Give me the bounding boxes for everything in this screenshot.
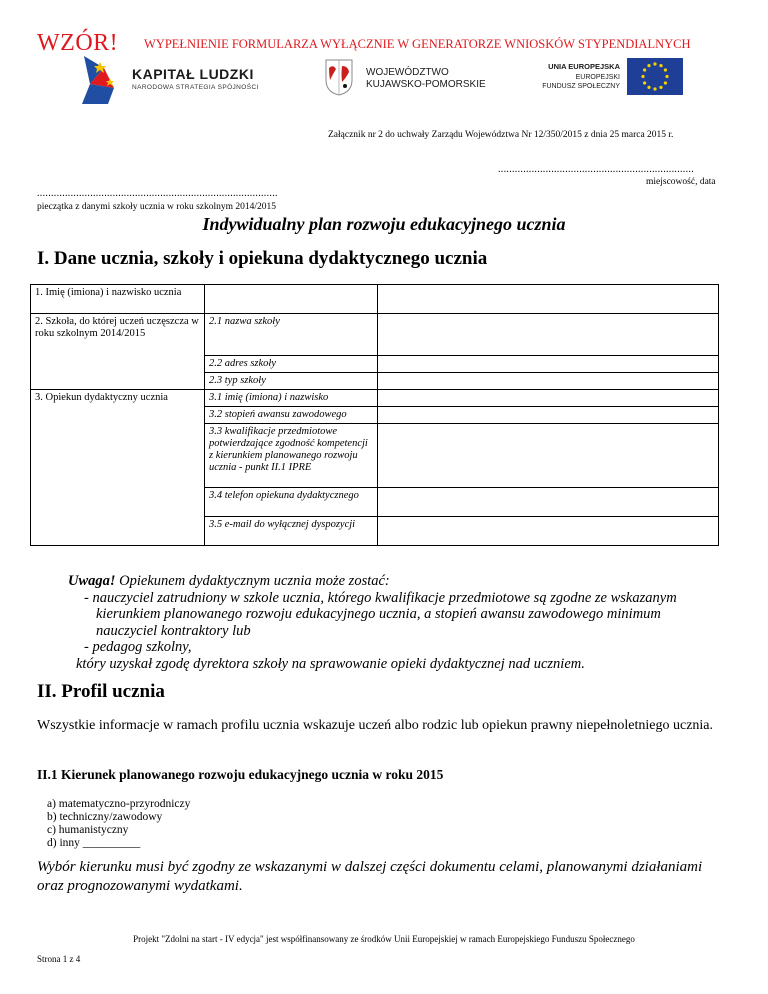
school-name-label: 2.1 nazwa szkoły <box>205 314 378 356</box>
tutor-email-label: 3.5 e-mail do wyłącznej dyspozycji <box>205 517 378 546</box>
kl-title: KAPITAŁ LUDZKI <box>132 66 254 82</box>
list-item[interactable]: a) matematyczno-przyrodniczy <box>47 798 191 810</box>
school-stamp-dots: ...................................................................................... <box>37 188 278 199</box>
region-line2: KUJAWSKO-POMORSKIE <box>366 79 486 90</box>
section2-heading: II. Profil ucznia <box>37 681 165 702</box>
note-line3: kierunkiem planowanego rozwoju edukacyjnego ucznia, a stopień awansu zawodowego minimum <box>96 606 661 622</box>
note-line2: - nauczyciel zatrudniony w szkole ucznia, którego kwalifikacje przedmiotowe są zgodne ze wskazanym <box>84 589 677 606</box>
eu-line3: FUNDUSZ SPOŁECZNY <box>542 83 620 90</box>
school-address-value[interactable] <box>378 356 719 373</box>
tutor-degree-label: 3.2 stopień awansu zawodowego <box>205 407 378 424</box>
tutor-email-value[interactable] <box>378 517 719 546</box>
tutor-degree-value[interactable] <box>378 407 719 424</box>
section1-heading: I. Dane ucznia, szkoły i opiekuna dydaktycznego ucznia <box>37 248 488 269</box>
eu-flag-icon <box>627 58 683 95</box>
section2-intro: Wszystkie informacje w ramach profilu ucznia wskazuje uczeń albo rodzic lub opiekun prawny niepełnoletniego ucznia. <box>37 718 714 733</box>
page-title: Indywidualny plan rozwoju edukacyjnego ucznia <box>202 214 566 234</box>
student-name-cell[interactable] <box>205 285 378 314</box>
choice-note: Wybór kierunku musi być zgodny ze wskazanymi w dalszej części dokumentu celami, planowanymi działaniami oraz prognozowanymi wydatkami. <box>37 859 703 894</box>
place-date-dots: ...................................................................... <box>498 164 694 175</box>
school-type-label: 2.3 typ szkoły <box>205 373 378 390</box>
note-line6: który uzyskał zgodę dyrektora szkoły na sprawowanie opieki dydaktycznej nad uczniem. <box>76 655 585 672</box>
student-data-table <box>30 284 719 546</box>
student-name-label: 1. Imię (imiona) i nazwisko ucznia <box>31 285 205 314</box>
place-date-label: miejscowość, data <box>646 177 716 187</box>
region-line1: WOJEWÓDZTWO <box>366 67 449 78</box>
wzor-stamp: WZÓR! <box>37 30 119 56</box>
note-bold: Uwaga! <box>68 573 116 589</box>
kapital-ludzki-logo-icon <box>80 54 122 106</box>
logo-strip <box>80 52 712 110</box>
kl-subtitle: NARODOWA STRATEGIA SPÓJNOŚCI <box>132 84 259 91</box>
tutor-phone-label: 3.4 telefon opiekuna dydaktycznego <box>205 488 378 517</box>
project-footer: Projekt "Zdolni na start - IV edycja" jest współfinansowany ze środków Unii Europejskiej w ramach Europejskiego Funduszu Społecznego <box>133 934 635 944</box>
tutor-phone-value[interactable] <box>378 488 719 517</box>
school-stamp-label: pieczątka z danymi szkoły ucznia w roku szkolnym 2014/2015 <box>37 202 277 212</box>
tutor-label: 3. Opiekun dydaktyczny ucznia <box>31 390 205 546</box>
student-name-value[interactable] <box>378 285 719 314</box>
tutor-qualifications-value[interactable] <box>378 424 719 488</box>
section2-sub-heading: II.1 Kierunek planowanego rozwoju edukacyjnego ucznia w roku 2015 <box>37 767 444 782</box>
tutor-note <box>68 573 677 672</box>
list-item[interactable]: b) techniczny/zawodowy <box>47 811 163 823</box>
note-line4: nauczyciel kontraktory lub <box>96 622 251 639</box>
tutor-name-label: 3.1 imię (imiona) i nazwisko <box>205 390 378 407</box>
eu-line1: UNIA EUROPEJSKA <box>548 62 620 71</box>
tutor-qualifications-label: 3.3 kwalifikacje przedmiotowe potwierdzające zgodność kompetencji z kierunkiem planowanego rozwoju ucznia - punkt II.1 IPRE <box>205 424 378 488</box>
eu-line2: EUROPEJSKI <box>575 74 620 81</box>
school-label: 2. Szkoła, do której uczeń uczęszcza w roku szkolnym 2014/2015 <box>31 314 205 390</box>
list-item[interactable]: c) humanistyczny <box>47 824 129 836</box>
direction-options <box>47 798 190 850</box>
page-number: Strona 1 z 4 <box>37 954 81 964</box>
tutor-name-value[interactable] <box>378 390 719 407</box>
school-type-value[interactable] <box>378 373 719 390</box>
list-item[interactable]: d) inny __________ <box>47 837 141 849</box>
attachment-note: Załącznik nr 2 do uchwały Zarządu Województwa Nr 12/350/2015 z dnia 25 marca 2015 r. <box>328 130 674 140</box>
school-name-value[interactable] <box>378 314 719 356</box>
note-line5: - pedagog szkolny, <box>84 639 192 655</box>
generator-warning: WYPEŁNIENIE FORMULARZA WYŁĄCZNIE W GENERATORZE WNIOSKÓW STYPENDIALNYCH <box>144 37 691 51</box>
note-line1: Opiekunem dydaktycznym ucznia może zostać: <box>115 573 390 589</box>
school-address-label: 2.2 adres szkoły <box>205 356 378 373</box>
region-crest-icon <box>324 58 354 96</box>
